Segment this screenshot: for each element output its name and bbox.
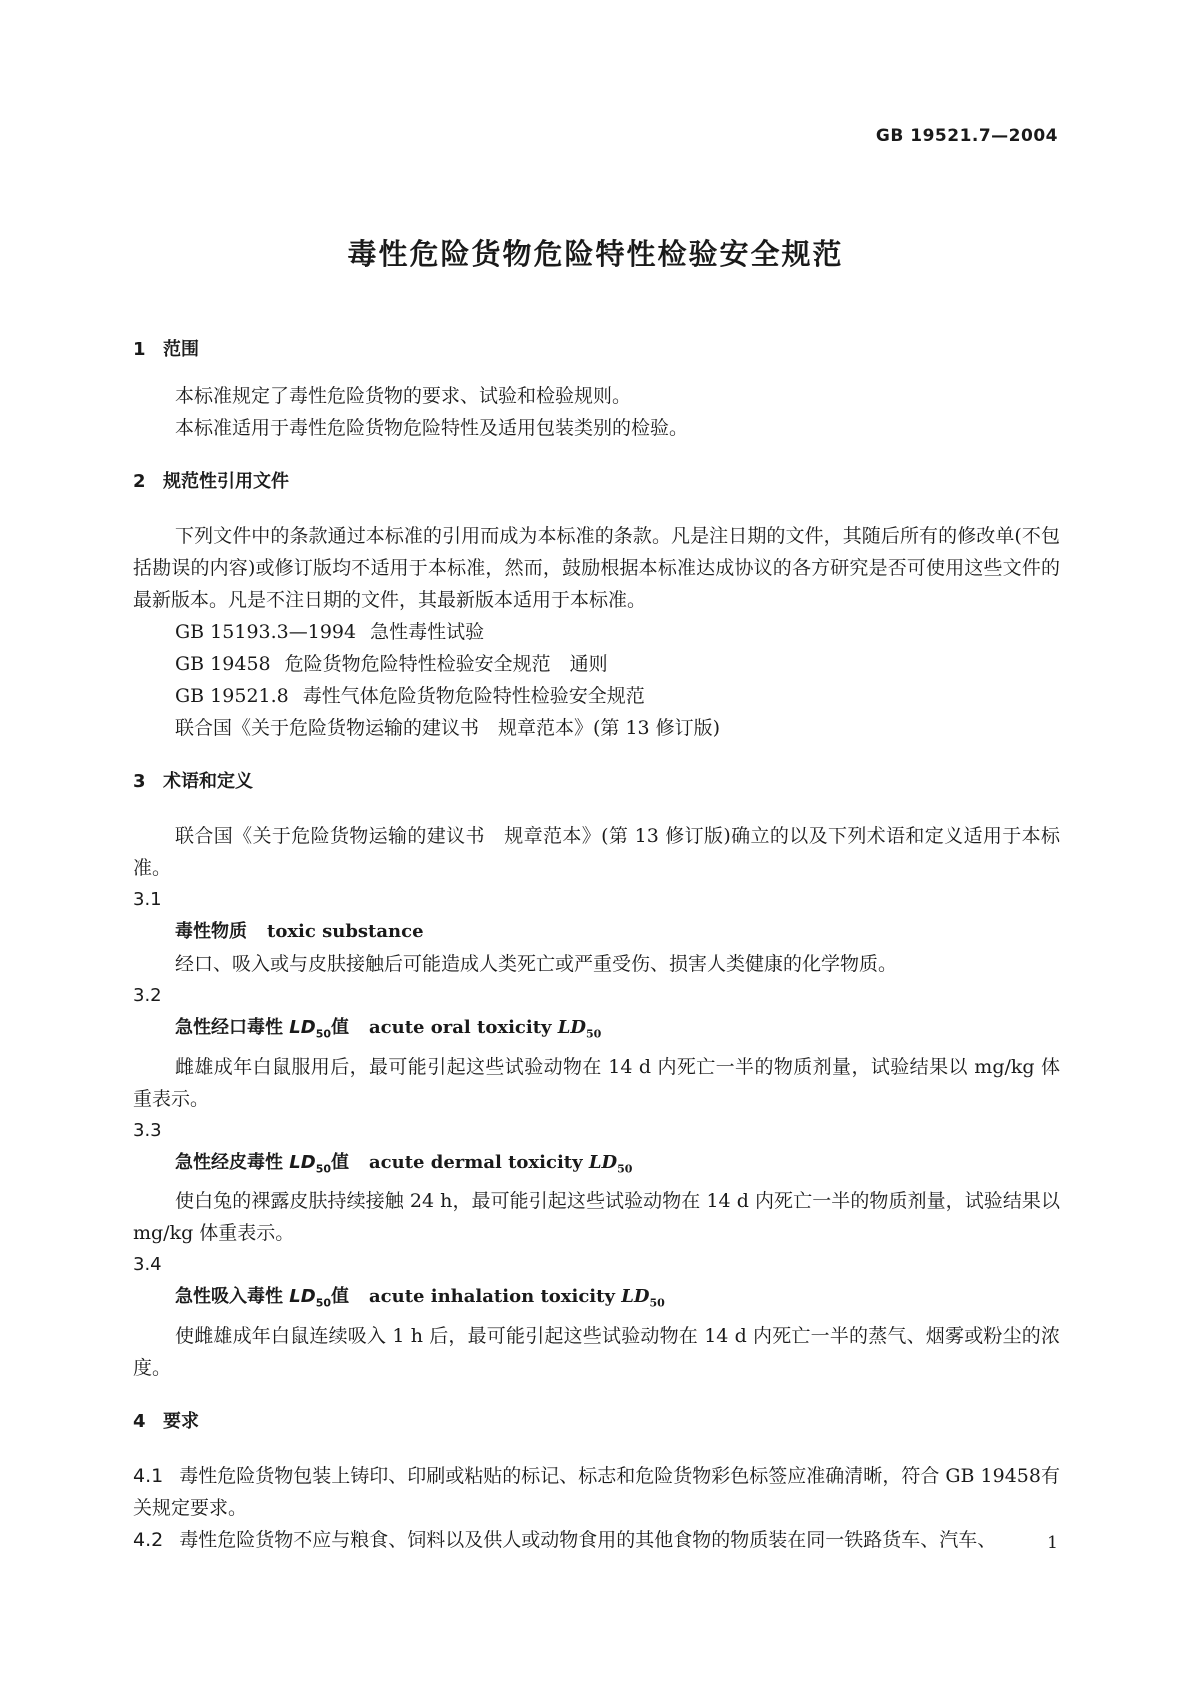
section-heading: 1 范围 (133, 339, 199, 360)
section-heading: 4 要求 (133, 1410, 199, 1432)
paragraph: 本标准规定了毒性危险货物的要求、试验和检验规则。 (175, 385, 632, 407)
term-definition: 使雌雄成年白鼠连续吸入 1 h 后，最可能引起这些试验动物在 14 d 内死亡一半的蒸气、烟雾或粉尘的浓度。 (133, 1324, 1060, 1379)
reference-item: GB 15193.3—1994 急性毒性试验 (175, 621, 485, 643)
term-definition: 雌雄成年白鼠服用后，最可能引起这些试验动物在 14 d 内死亡一半的物质剂量，试验结果以 mg/kg 体重表示。 (133, 1055, 1060, 1110)
clause-number: 3.2 (133, 985, 162, 1006)
reference-item: GB 19458 危险货物危险特性检验安全规范 通则 (175, 653, 608, 675)
clause-number: 3.1 (133, 889, 162, 910)
clause-number: 3.3 (133, 1119, 162, 1141)
term-title: 急性经口毒性 $LD_{50}$值 acute oral toxicity $LD_{50}$ (175, 1017, 602, 1041)
section-heading: 3 术语和定义 (133, 771, 253, 792)
term-title: 毒性物质 toxic substance (175, 921, 424, 942)
paragraph: 本标准适用于毒性危险货物危险特性及适用包装类别的检验。 (175, 417, 689, 439)
term-definition: 经口、吸入或与皮肤接触后可能造成人类死亡或严重受伤、损害人类健康的化学物质。 (175, 953, 898, 975)
term-definition: 使白兔的裸露皮肤持续接触 24 h，最可能引起这些试验动物在 14 d 内死亡一半的物质剂量，试验结果以 mg/kg 体重表示。 (133, 1190, 1060, 1245)
page-title: 毒性危险货物危险特性检验安全规范 (347, 237, 844, 271)
requirement-item: 4.1 毒性危险货物包装上铸印、印刷或粘贴的标记、标志和危险货物彩色标签应准确清晰，符合 GB 19458有关规定要求。 (133, 1464, 1060, 1519)
requirement-item: 4.2 毒性危险货物不应与粮食、饲料以及供人或动物食用的其他食物的物质装在同一铁路货车、汽车、 (133, 1528, 997, 1551)
page-number: 1 (1047, 1533, 1058, 1553)
paragraph: 联合国《关于危险货物运输的建议书 规章范本》(第 13 修订版)确立的以及下列术语和定义适用于本标准。 (133, 825, 1060, 879)
paragraph: 下列文件中的条款通过本标准的引用而成为本标准的条款。凡是注日期的文件，其随后所有的修改单(不包括勘误的内容)或修订版均不适用于本标准，然而，鼓励根据本标准达成协议的各方研究是否可使用这些文件的最新版本。凡是不注日期的文件，其最新版本适用于本标准。 (133, 525, 1060, 611)
document-body (133, 334, 1060, 1556)
term-title: 急性经皮毒性 $LD_{50}$值 acute dermal toxicity $LD_{50}$ (175, 1151, 633, 1176)
reference-item: GB 19521.8 毒性气体危险货物危险特性检验安全规范 (175, 685, 645, 707)
term-title: 急性吸入毒性 $LD_{50}$值 acute inhalation toxicity $LD_{50}$ (175, 1286, 665, 1310)
standard-code: GB 19521.7—2004 (875, 126, 1058, 146)
section-heading: 2 规范性引用文件 (133, 471, 289, 492)
clause-number: 3.4 (133, 1254, 162, 1276)
reference-item: 联合国《关于危险货物运输的建议书 规章范本》(第 13 修订版) (175, 717, 721, 739)
